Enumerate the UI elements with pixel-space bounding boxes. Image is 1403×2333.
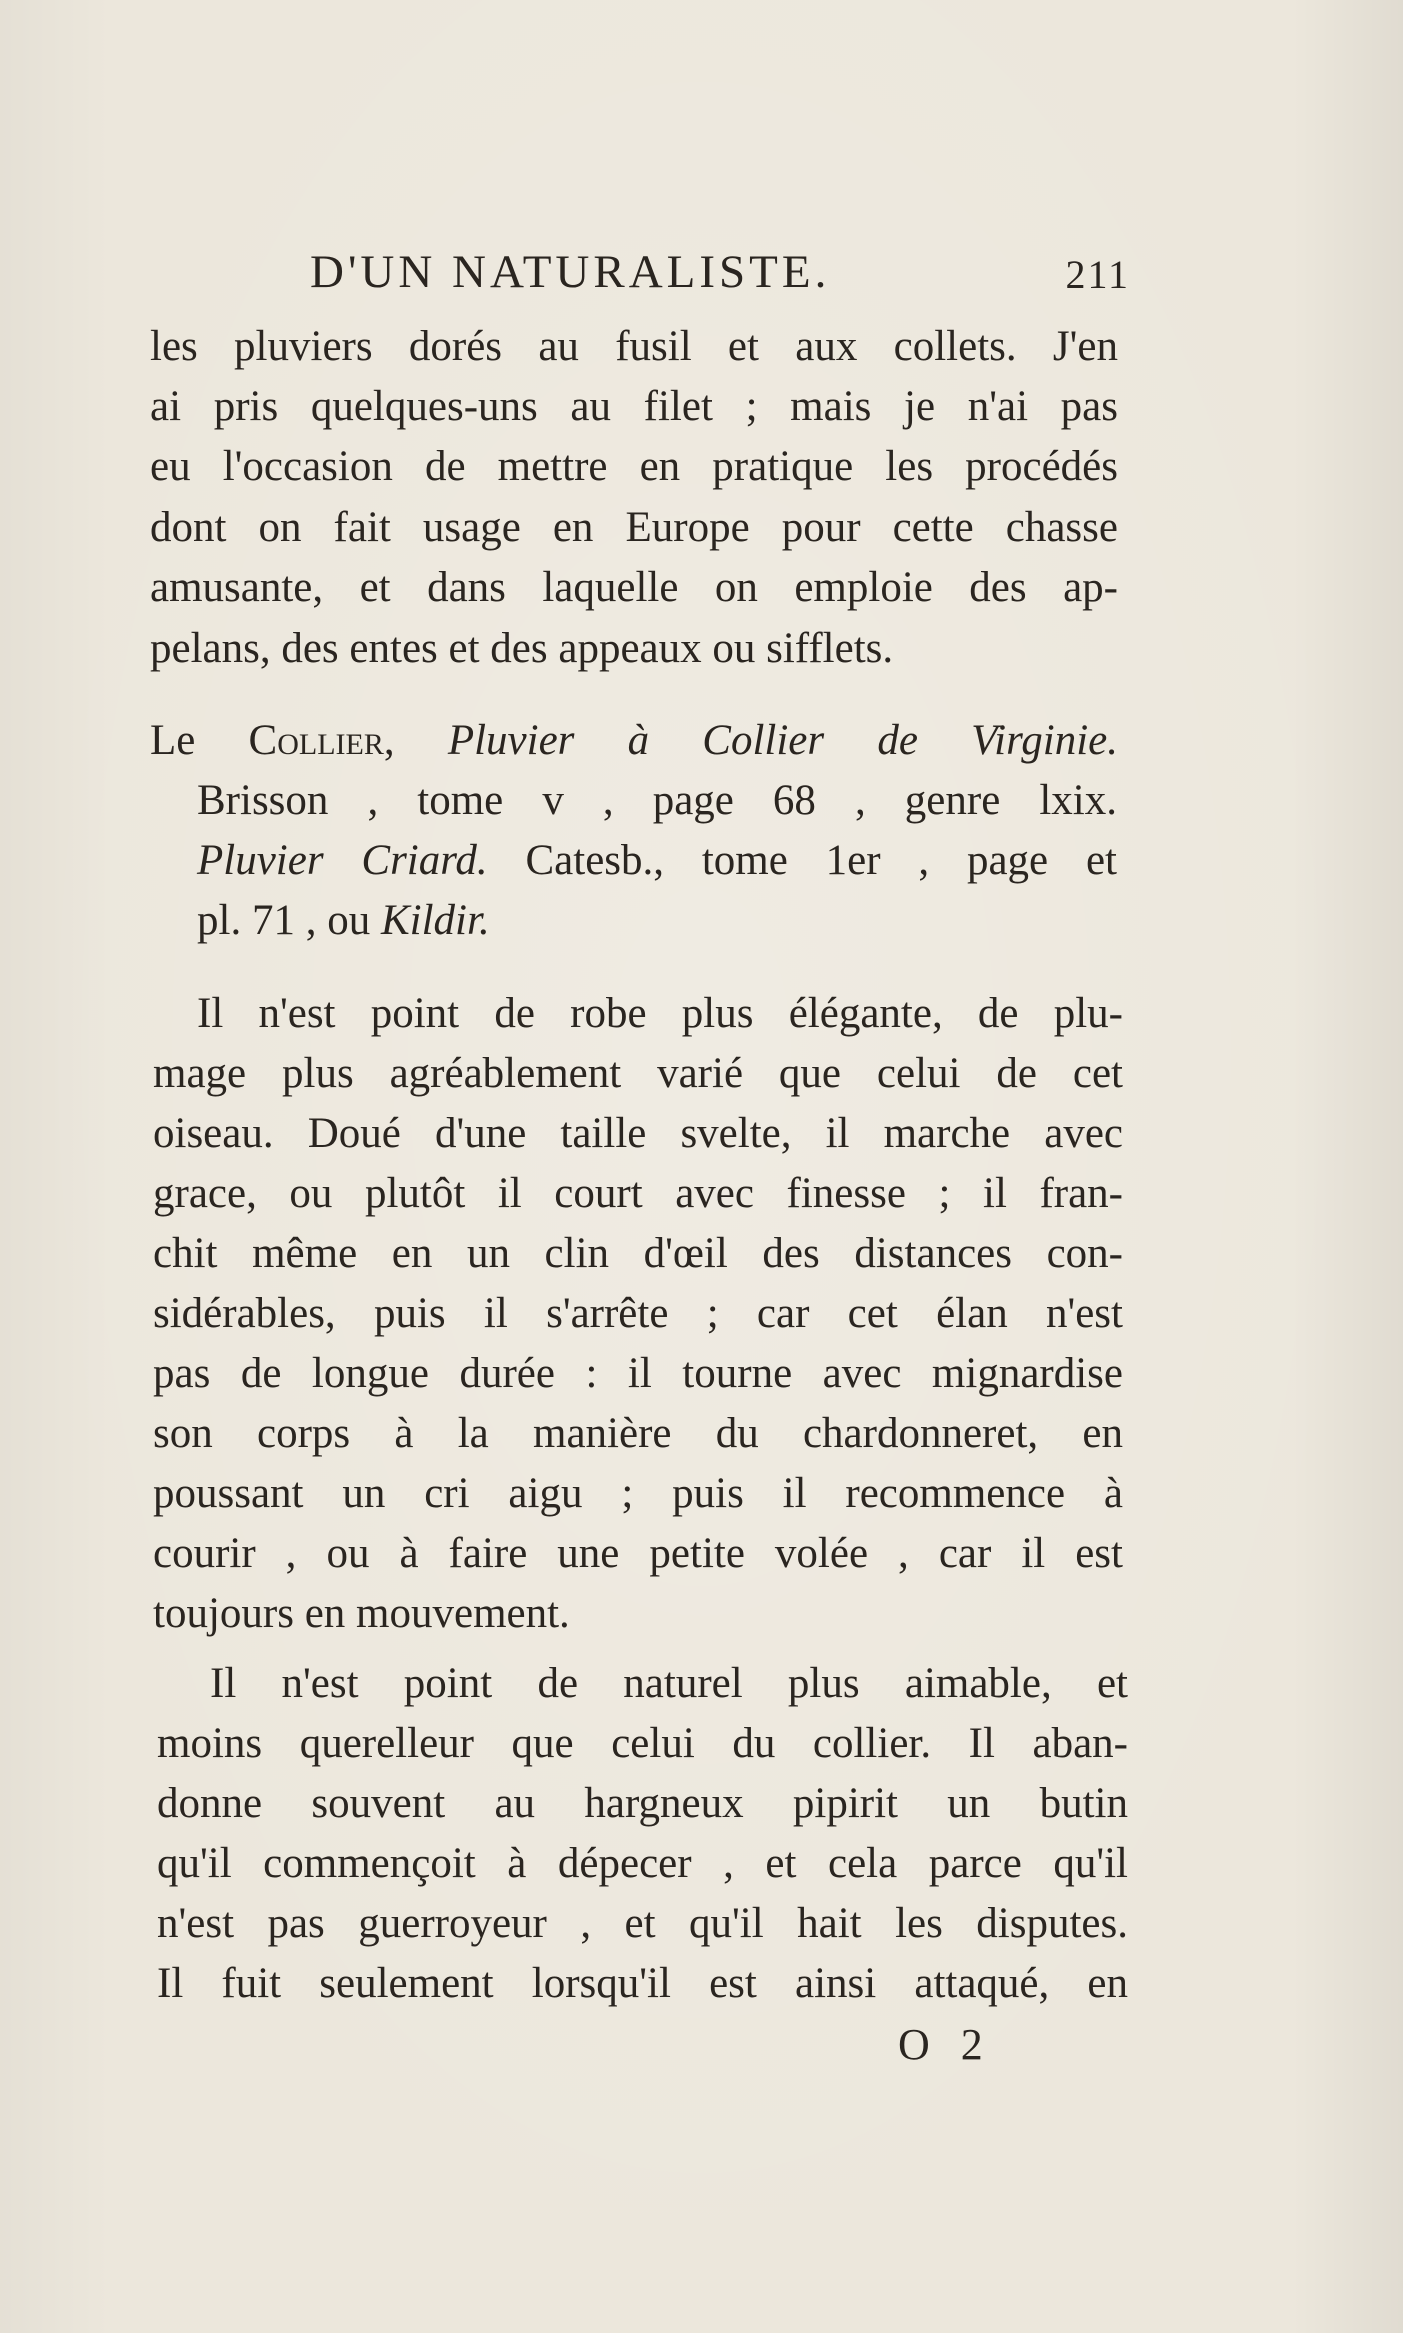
running-title: D'UN NATURALISTE. [310, 246, 831, 298]
entry-reference-line: pl. 71 , ou Kildir. [197, 897, 490, 944]
paragraph-2-line: pas de longue durée : il tourne avec mignardise [153, 1350, 1123, 1397]
paragraph-3-line: Il fuit seulement lorsqu'il est ainsi attaqué, en [157, 1960, 1128, 2007]
signature-mark: O 2 [898, 2020, 993, 2069]
entry-heading-line: Le Collier, Pluvier à Collier de Virginie. [150, 717, 1118, 764]
paragraph-3-line: moins querelleur que celui du collier. Il aban- [157, 1720, 1128, 1767]
paragraph-2-line: toujours en mouvement. [153, 1590, 570, 1637]
paragraph-3-line: Il n'est point de naturel plus aimable, et [210, 1660, 1128, 1707]
paragraph-2-line: mage plus agréablement varié que celui de cet [153, 1050, 1123, 1097]
paragraph-3-line: qu'il commençoit à dépecer , et cela parce qu'il [157, 1840, 1128, 1887]
paragraph-2-line: sidérables, puis il s'arrête ; car cet élan n'est [153, 1290, 1123, 1337]
paragraph-1-line: pelans, des entes et des appeaux ou sifflets. [150, 625, 894, 672]
paragraph-2-line: courir , ou à faire une petite volée , car il est [153, 1530, 1123, 1577]
entry-reference-line: Brisson , tome v , page 68 , genre lxix. [197, 777, 1117, 824]
paragraph-1-line: dont on fait usage en Europe pour cette chasse [150, 504, 1118, 551]
entry-reference-line: Pluvier Criard. Catesb., tome 1er , page et [197, 837, 1117, 884]
species-name: Collier [248, 717, 384, 764]
paragraph-1-line: amusante, et dans laquelle on emploie des ap- [150, 564, 1118, 611]
page-number: 211 [1065, 252, 1130, 297]
paragraph-1-line: eu l'occasion de mettre en pratique les procédés [150, 443, 1118, 490]
paragraph-2-line: grace, ou plutôt il court avec finesse ; il fran- [153, 1170, 1123, 1217]
paragraph-2-line: Il n'est point de robe plus élégante, de plu- [197, 990, 1123, 1037]
paragraph-2-line: poussant un cri aigu ; puis il recommence à [153, 1470, 1123, 1517]
paragraph-2-line: chit même en un clin d'œil des distances con- [153, 1230, 1123, 1277]
paragraph-2-line: oiseau. Doué d'une taille svelte, il marche avec [153, 1110, 1123, 1157]
paragraph-1-line: les pluviers dorés au fusil et aux collets. J'en [150, 323, 1118, 370]
paragraph-1-line: ai pris quelques-uns au filet ; mais je n'ai pas [150, 383, 1118, 430]
running-header [310, 245, 1130, 305]
paragraph-3-line: donne souvent au hargneux pipirit un butin [157, 1780, 1128, 1827]
paragraph-3-line: n'est pas guerroyeur , et qu'il hait les disputes. [157, 1900, 1128, 1947]
paragraph-2-line: son corps à la manière du chardonneret, en [153, 1410, 1123, 1457]
species-synonym: Pluvier à Collier de Virginie. [447, 717, 1118, 764]
